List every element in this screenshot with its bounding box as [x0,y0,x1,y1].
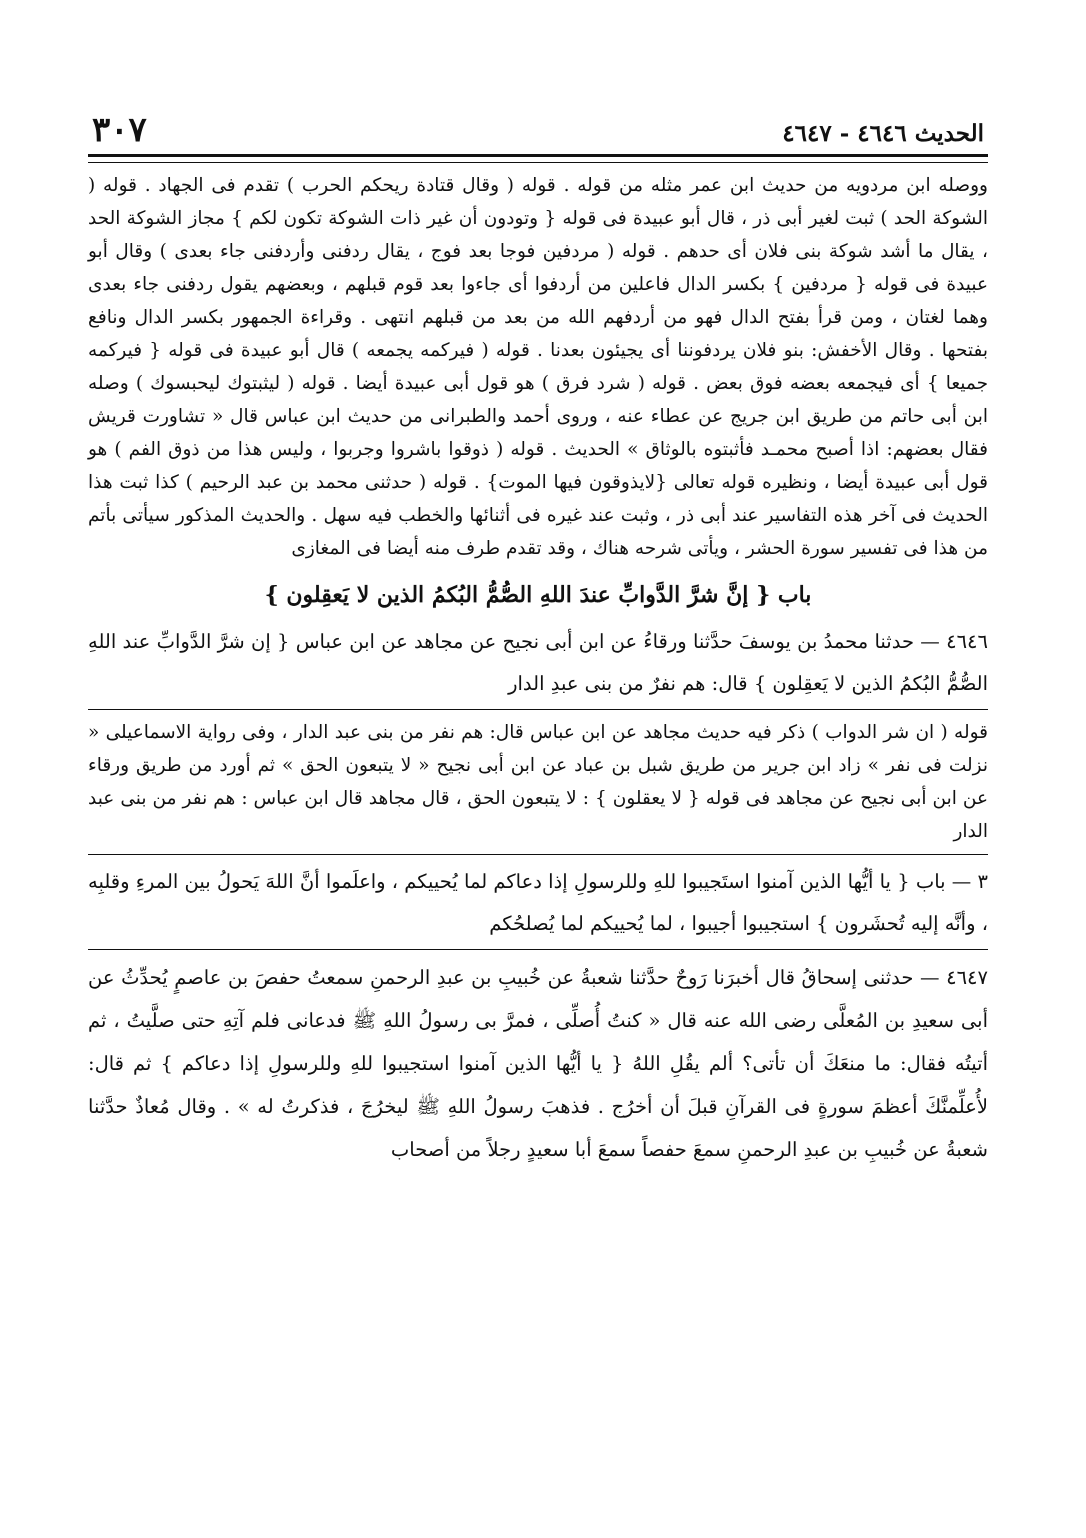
commentary-paragraph-1: ووصله ابن مردويه من حديث ابن عمر مثله من قوله . قوله ( وقال قتادة ريحكم الحرب ) تقدم فى الجهاد . قوله ( الشوكة الحد ) ثبت لغير أبى ذر ، قال أبو عبيدة فى قوله { وتودون أن غير ذات الشوكة تكون لكم } مجاز الشوكة الحد ، يقال ما أشد شوكة بنى فلان أى حدهم . قوله ( مردفين فوجا بعد فوج ، يقال ردفنى وأردفنى جاء بعدى ) وقال أبو عبيدة فى قوله { مردفين } بكسر الدال فاعلين من أردفوا أى جاءوا بعد قوم قبلهم ، وبعضهم يقول ردفنى جاء بعدى وهما لغتان ، ومن قرأ بفتح الدال فهو من أردفهم الله من بعد من قبلهم انتهى . وقراءة الجمهور بكسر الدال ونافع بفتحها . وقال الأخفش: بنو فلان يردفوننا أى يجيئون بعدنا . قوله ( فيركمه يجمعه ) قال أبو عبيدة فى قوله { فيركمه جميعا } أى فيجمعه بعضه فوق بعض . قوله ( شرد فرق ) هو قول أبى عبيدة أيضا . قوله ( ليثبتوك ليحبسوك ) وصله ابن أبى حاتم من طريق ابن جريج عن عطاء عنه ، وروى أحمد والطبرانى من حديث ابن عباس قال « تشاورت قريش فقال بعضهم: اذا أصبح محمـد فأثبتوه بالوثاق » الحديث . قوله ( ذوقوا باشروا وجربوا ، وليس هذا من ذوق الفم ) هو قول أبى عبيدة أيضا ، ونظيره قوله تعالى {لايذوقون فيها الموت} . قوله ( حدثنى محمد بن عبد الرحيم ) كذا ثبت هذا الحديث فى آخر هذه التفاسير عند أبى ذر ، وثبت عند غيره فى أثنائها والخطب فيه سهل . والحديث المذكور سيأتى بأتم من هذا فى تفسير سورة الحشر ، ويأتى شرحه هناك ، وقد تقدم طرف منه أيضا فى المغازى [88,175,988,559]
chapter-heading-2: ٣ — باب { يا أيُّها الذين آمنوا استَجيبوا للهِ وللرسولِ إذا دعاكم لما يُحييكم ، واعلَموا أنَّ اللهَ يَحولُ بين المرءِ وقلبِه ، وأنَّه إليه تُحشَرون } استجيبوا أجيبوا ، لما يُحييكم لما يُصلحُكم [88,861,988,950]
book-page [88,108,988,1171]
hadith-4646: ٤٦٤٦ — حدثنا محمدُ بن يوسفَ حدَّثنا ورقاءُ عن ابن أبى نجيح عن مجاهد عن ابن عباس { إن شرَّ الدَّوابِّ عند اللهِ الصُّمُّ البُكمُ الذين لا يَعقِلون } قال: هم نفرٌ من بنى عبدِ الدار [88,621,988,710]
page-number: ٣٠٧ [92,110,147,150]
commentary-paragraph-2: قوله ( ان شر الدواب ) ذكر فيه حديث مجاهد عن ابن عباس قال: هم نفر من بنى عبد الدار ، وفى رواية الاسماعيلى « نزلت فى نفر » زاد ابن جرير من طريق شبل بن عباد عن ابن أبى نجيح « لا يتبعون الحق » ثم أورد من طريق ورقاء عن ابن أبى نجيح عن مجاهد فى قوله { لا يعقلون } : لا يتبعون الحق ، قال مجاهد قال ابن عباس : هم نفر من بنى عبد الدار [88,716,988,855]
chapter-heading-1: باب { إنَّ شرَّ الدَّوابِّ عندَ اللهِ الصُّمُّ البُكمُ الذين لا يَعقِلون } [264,582,812,608]
running-head: الحديث ٤٦٤٦ - ٤٦٤٧ [782,120,984,147]
header-rule [88,162,988,163]
page-header [88,108,988,157]
hadith-4647: ٤٦٤٧ — حدثنى إسحاقُ قال أخبرَنا رَوحٌ حدَّثنا شعبةُ عن خُبيبِ بن عبدِ الرحمنِ سمعتُ حفصَ بن عاصمٍ يُحدِّثُ عن أبى سعيدِ بن المُعلَّى رضى الله عنه قال « كنتُ أُصلِّى ، فمرَّ بى رسولُ اللهِ ﷺ فدعانى فلم آتِهِ حتى صلَّيتُ ، ثم أتيتُه فقال: ما منعَكَ أن تأتى؟ ألم يقُلِ اللهُ { يا أيُّها الذين آمنوا استجيبوا للهِ وللرسولِ إذا دعاكم } ثم قال: لأُعلِّمنَّكَ أعظمَ سورةٍ فى القرآنِ قبلَ أن أخرُج . فذهبَ رسولُ اللهِ ﷺ ليخرُجَ ، فذكرتُ له » . وقال مُعاذٌ حدَّثنا شعبةُ عن خُبيبِ بن عبدِ الرحمنِ سمعَ حفصاً سمعَ أبا سعيدٍ رجلاً من أصحاب [88,966,988,1161]
